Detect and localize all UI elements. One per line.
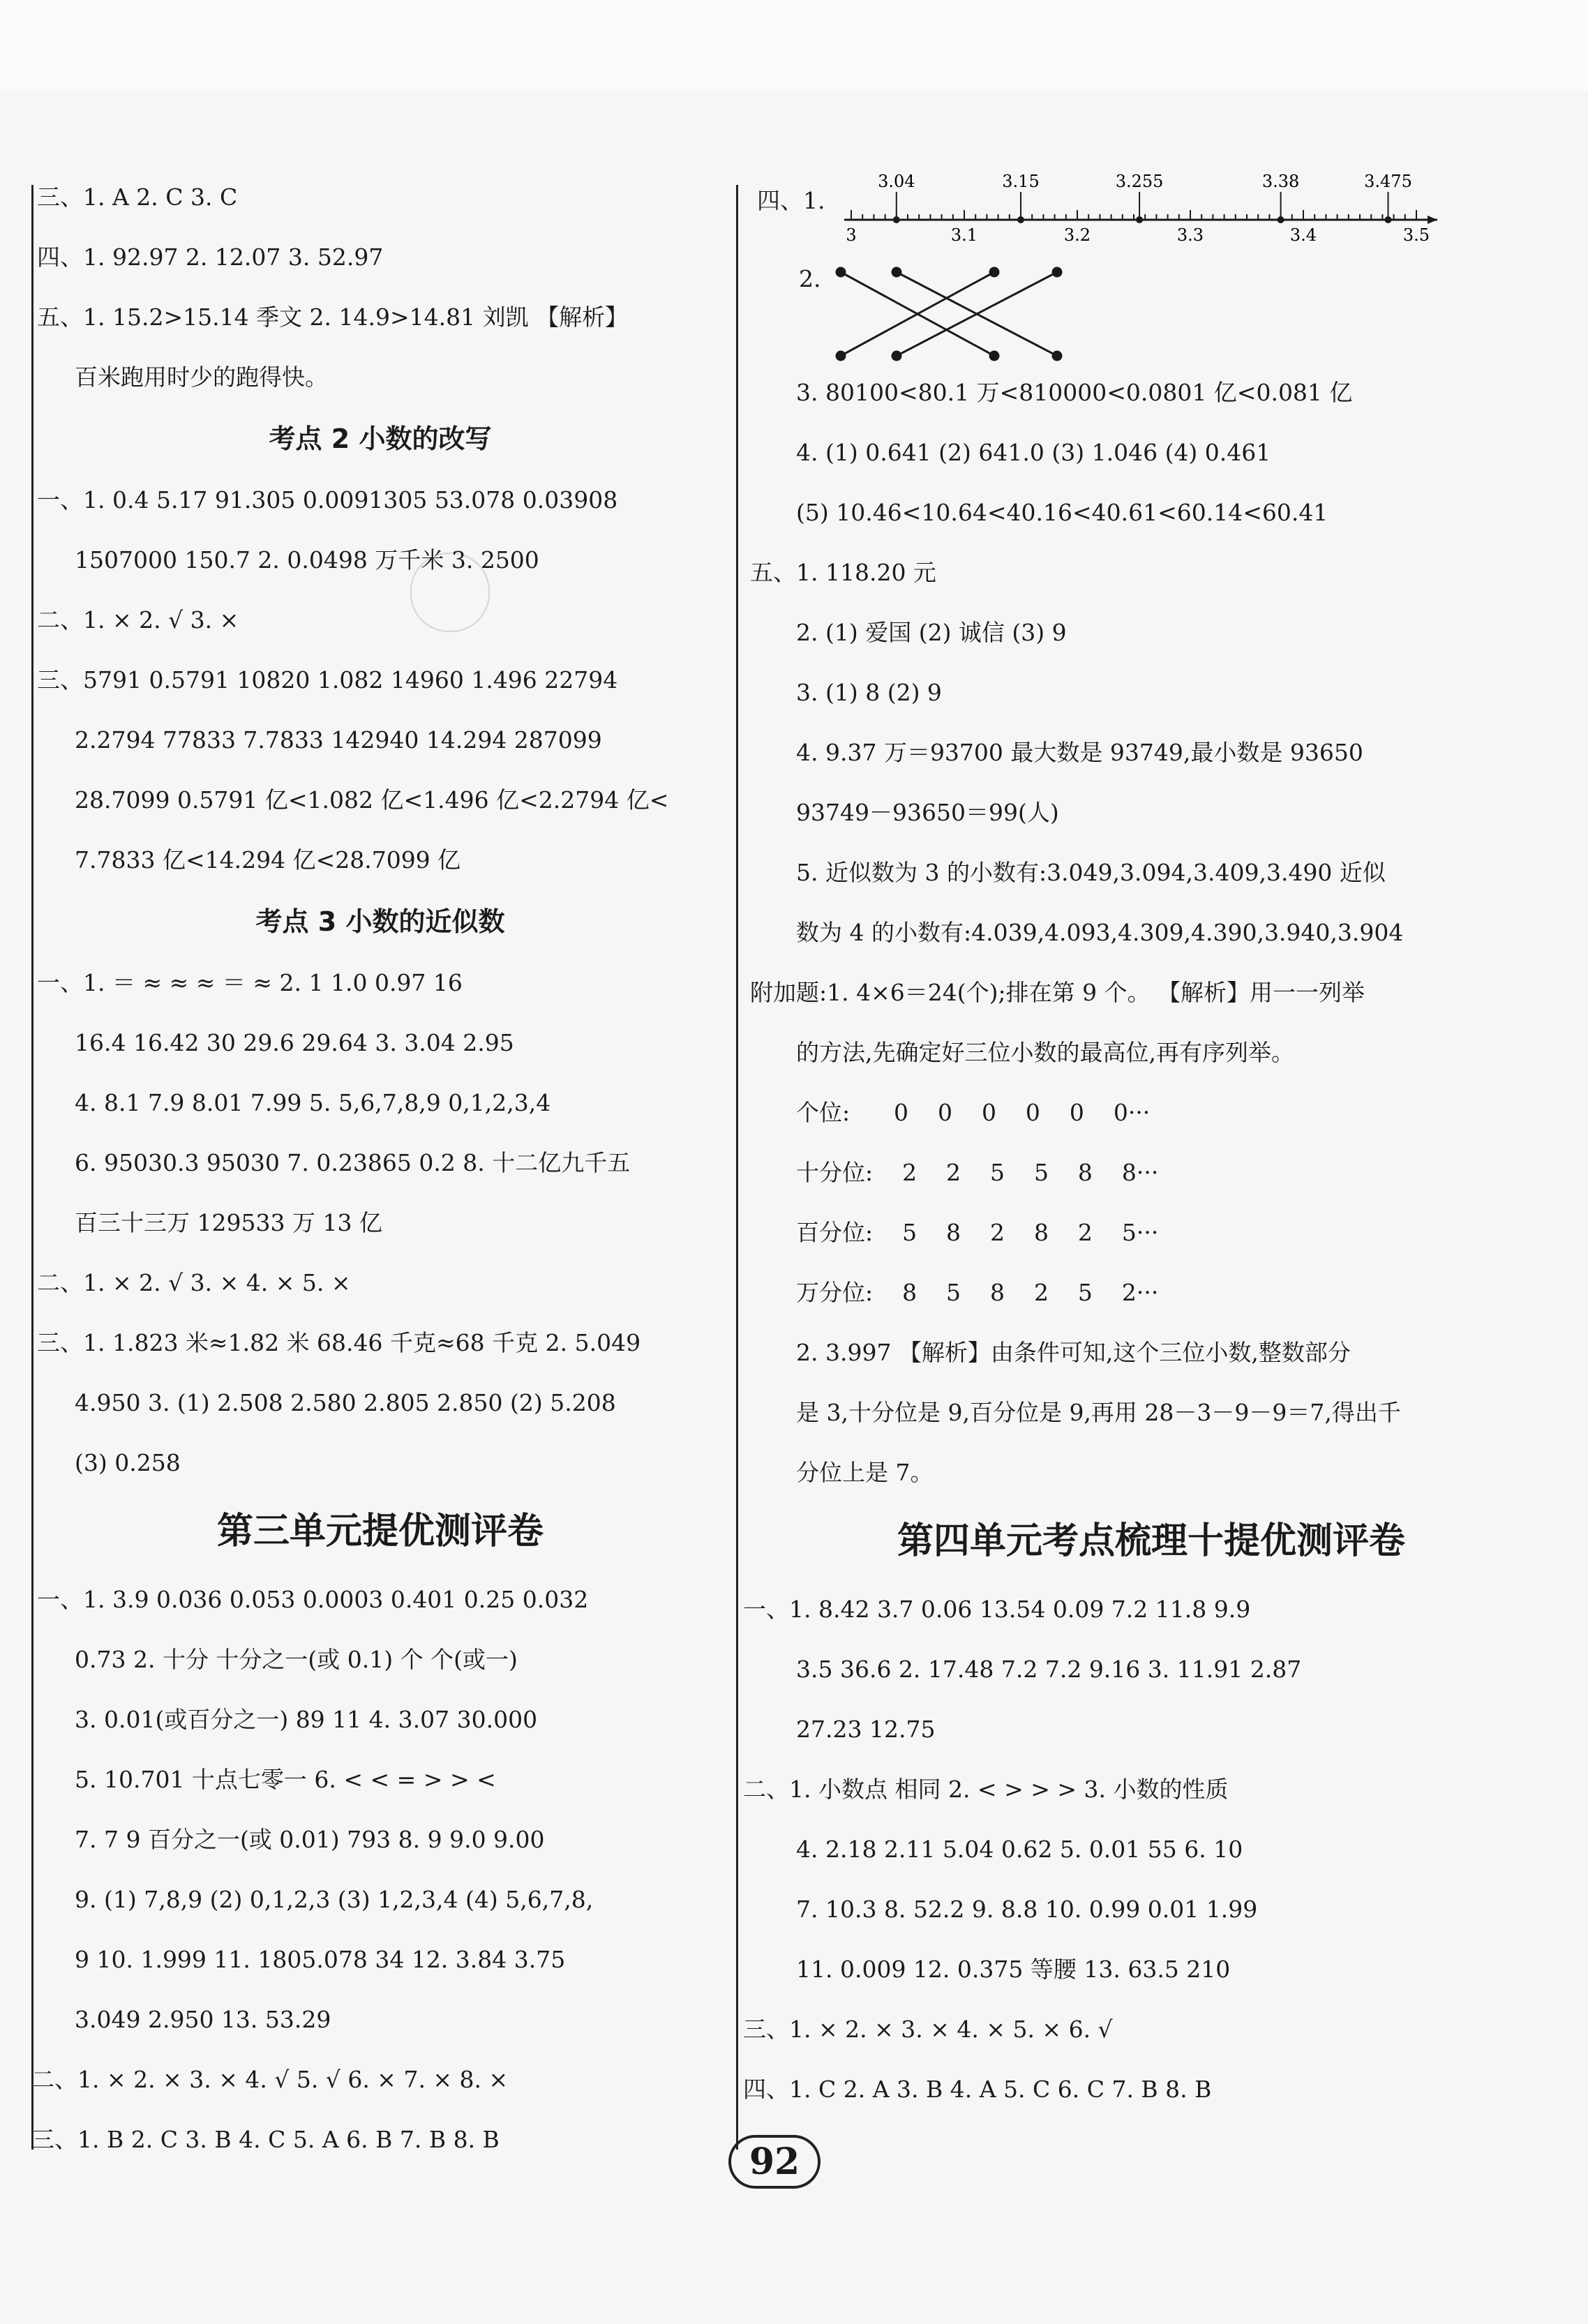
- digit-row: 百分位: 5 8 2 8 2 5···: [796, 1219, 1159, 1246]
- answer-line: 3.049 2.950 13. 53.29: [75, 2006, 331, 2033]
- digit-row: 个位: 0 0 0 0 0 0···: [796, 1099, 1151, 1126]
- answer-line: 三、1. 1.823 米≈1.82 米 68.46 千克≈68 千克 2. 5.049: [37, 1329, 641, 1356]
- answer-line: 1507000 150.7 2. 0.0498 万千米 3. 2500: [75, 546, 539, 573]
- mark-label: 3.475: [1364, 172, 1412, 191]
- answer-line: 二、1. × 2. √ 3. ×: [37, 606, 239, 634]
- answer-line: 6. 95030.3 95030 7. 0.23865 0.2 8. 十二亿九千五: [75, 1149, 631, 1176]
- answer-line: 5. 近似数为 3 的小数有:3.049,3.094,3.409,3.490 近似: [796, 859, 1386, 886]
- mark-point: [1385, 216, 1392, 223]
- matching-question: [743, 258, 1559, 363]
- digit-row: 十分位: 2 2 5 5 8 8···: [796, 1159, 1159, 1186]
- answer-line: 附加题:1. 4×6＝24(个);排在第 9 个。 【解析】用一一列举: [750, 979, 1365, 1006]
- answer-line: 二、1. × 2. √ 3. × 4. × 5. ×: [37, 1269, 351, 1296]
- axis-arrow: [1428, 216, 1437, 224]
- answer-line: 3. (1) 8 (2) 9: [796, 679, 942, 706]
- page-top-margin: [0, 0, 1588, 91]
- match-dot: [892, 268, 901, 276]
- number-line-question: [743, 167, 1559, 258]
- digit-row: 万分位: 8 5 8 2 5 2···: [796, 1279, 1159, 1306]
- answer-line: 11. 0.009 12. 0.375 等腰 13. 63.5 210: [796, 1956, 1231, 1983]
- page-number: [715, 2135, 834, 2189]
- left-column: [31, 167, 729, 2170]
- answer-line: 7.7833 亿<14.294 亿<28.7099 亿: [75, 846, 461, 874]
- answer-line: 数为 4 的小数有:4.039,4.093,4.309,4.390,3.940,3.904: [796, 919, 1404, 946]
- page-number-value: 92: [728, 2135, 821, 2189]
- match-dot: [837, 352, 845, 360]
- matching-lines: [834, 258, 1113, 363]
- answer-line: 百三十三万 129533 万 13 亿: [75, 1209, 382, 1236]
- number-line: [830, 167, 1444, 258]
- match-dot: [990, 268, 998, 276]
- question-label: 2.: [799, 265, 821, 292]
- answer-line: 27.23 12.75: [796, 1716, 936, 1743]
- answer-line: 的方法,先确定好三位小数的最高位,再有序列举。: [796, 1039, 1294, 1066]
- answer-line: 分位上是 7。: [796, 1459, 934, 1486]
- section-heading: 考点 3 小数的近似数: [255, 906, 505, 937]
- answer-line: 2. (1) 爱国 (2) 诚信 (3) 9: [796, 619, 1067, 646]
- answer-line: 3. 80100<80.1 万<810000<0.0801 亿<0.081 亿: [796, 379, 1353, 406]
- answer-line: 二、1. 小数点 相同 2. < > > > 3. 小数的性质: [743, 1776, 1229, 1803]
- answer-line: 4. 8.1 7.9 8.01 7.99 5. 5,6,7,8,9 0,1,2,3,4: [75, 1089, 551, 1116]
- answer-line: 三、5791 0.5791 10820 1.082 14960 1.496 22794: [37, 666, 618, 694]
- answer-line: 百米跑用时少的跑得快。: [75, 363, 328, 391]
- answer-line: 7. 7 9 百分之一(或 0.01) 793 8. 9 9.0 9.00: [75, 1826, 545, 1853]
- tick-label: 3.3: [1176, 225, 1204, 245]
- answer-line: 3. 0.01(或百分之一) 89 11 4. 3.07 30.000: [75, 1706, 538, 1733]
- section-heading: 考点 2 小数的改写: [269, 423, 492, 454]
- answer-line: 93749－93650＝99(人): [796, 799, 1059, 826]
- unit-title: 第四单元考点梳理十提优测评卷: [897, 1520, 1405, 1562]
- tick-label: 3.2: [1063, 225, 1091, 245]
- answer-line: 四、1. 92.97 2. 12.07 3. 52.97: [37, 243, 384, 271]
- column-divider: [736, 185, 738, 2150]
- answer-line: (3) 0.258: [75, 1449, 181, 1476]
- match-dot: [892, 352, 901, 360]
- answer-line: 二、1. × 2. × 3. × 4. √ 5. √ 6. × 7. × 8. ×: [31, 2066, 509, 2093]
- answer-line: 是 3,十分位是 9,百分位是 9,再用 28－3－9－9＝7,得出千: [796, 1399, 1401, 1426]
- answer-line: 4. 9.37 万＝93700 最大数是 93749,最小数是 93650: [796, 739, 1363, 766]
- answer-line: 三、1. B 2. C 3. B 4. C 5. A 6. B 7. B 8. B: [31, 2126, 500, 2153]
- answer-line: 9. (1) 7,8,9 (2) 0,1,2,3 (3) 1,2,3,4 (4) 5,6,7,8,: [75, 1886, 594, 1913]
- answer-line: 一、1. 3.9 0.036 0.053 0.0003 0.401 0.25 0.032: [37, 1586, 589, 1613]
- answer-line: 2. 3.997 【解析】由条件可知,这个三位小数,整数部分: [796, 1339, 1351, 1366]
- answer-line: 7. 10.3 8. 52.2 9. 8.8 10. 0.99 0.01 1.99: [796, 1896, 1258, 1923]
- answer-line: 4.950 3. (1) 2.508 2.580 2.805 2.850 (2) 5.208: [75, 1389, 616, 1416]
- tick-label: 3.5: [1402, 225, 1430, 245]
- answer-line: 三、1. × 2. × 3. × 4. × 5. × 6. √: [743, 2016, 1113, 2043]
- answer-line: 28.7099 0.5791 亿<1.082 亿<1.496 亿<2.2794 亿<: [75, 786, 669, 814]
- answer-line: 一、1. 8.42 3.7 0.06 13.54 0.09 7.2 11.8 9.9: [743, 1596, 1251, 1623]
- mark-point: [893, 216, 900, 223]
- mark-label: 3.255: [1115, 172, 1164, 191]
- answer-line: 5. 10.701 十点七零一 6. < < = > > <: [75, 1766, 496, 1793]
- answer-line: 2.2794 77833 7.7833 142940 14.294 287099: [75, 726, 602, 754]
- tick-label: 3.1: [950, 225, 978, 245]
- right-column: [743, 167, 1559, 2120]
- tick-label: 3: [846, 225, 857, 245]
- answer-line: 16.4 16.42 30 29.6 29.64 3. 3.04 2.95: [75, 1029, 514, 1056]
- answer-line: 0.73 2. 十分 十分之一(或 0.1) 个 个(或一): [75, 1646, 518, 1673]
- answer-line: 三、1. A 2. C 3. C: [37, 183, 238, 211]
- mark-point: [1136, 216, 1143, 223]
- answer-line: 一、1. 0.4 5.17 91.305 0.0091305 53.078 0.03908: [37, 486, 618, 513]
- match-dot: [1053, 352, 1061, 360]
- tick-label: 3.4: [1289, 225, 1317, 245]
- unit-title: 第三单元提优测评卷: [216, 1510, 544, 1552]
- mark-label: 3.04: [878, 172, 915, 191]
- question-label: 四、1.: [757, 187, 825, 214]
- answer-line: 一、1. ＝ ≈ ≈ ≈ ＝ ≈ 2. 1 1.0 0.97 16: [37, 969, 463, 996]
- answer-line: (5) 10.46<10.64<40.16<40.61<60.14<60.41: [796, 499, 1328, 526]
- mark-point: [1017, 216, 1024, 223]
- mark-point: [1278, 216, 1284, 223]
- answer-line: 9 10. 1.999 11. 1805.078 34 12. 3.84 3.75: [75, 1946, 566, 1973]
- answer-line: 五、1. 118.20 元: [750, 559, 936, 586]
- answer-line: 4. 2.18 2.11 5.04 0.62 5. 0.01 55 6. 10: [796, 1836, 1243, 1863]
- answer-line: 四、1. C 2. A 3. B 4. A 5. C 6. C 7. B 8. B: [743, 2076, 1212, 2103]
- match-dot: [1053, 268, 1061, 276]
- answer-line: 3.5 36.6 2. 17.48 7.2 7.2 9.16 3. 11.91 2.87: [796, 1656, 1302, 1683]
- match-dot: [837, 268, 845, 276]
- answer-line: 五、1. 15.2>15.14 季文 2. 14.9>14.81 刘凯 【解析】: [37, 303, 629, 331]
- mark-label: 3.15: [1002, 172, 1040, 191]
- answer-line: 4. (1) 0.641 (2) 641.0 (3) 1.046 (4) 0.461: [796, 439, 1271, 466]
- match-dot: [990, 352, 998, 360]
- mark-label: 3.38: [1261, 172, 1300, 191]
